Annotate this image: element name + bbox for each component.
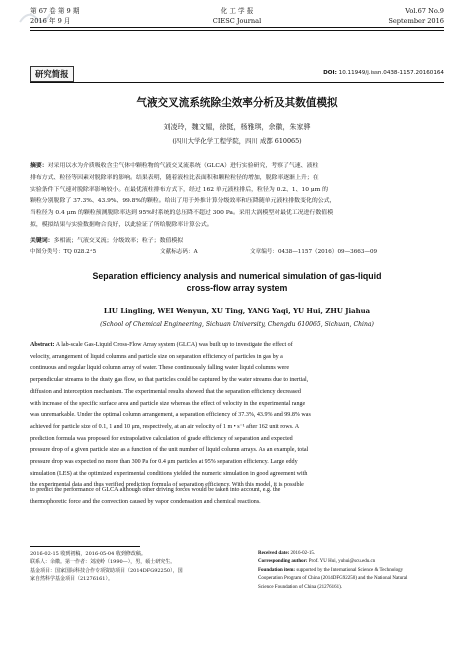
doi-value: 10.11949/j.issn.0438-1157.20160164: [338, 70, 444, 76]
authors-en: LIU Lingling, WEI Wenyun, XU Ting, YANG Yaqi, YU Hui, ZHU Jiahua: [103, 307, 371, 315]
abstract-en-line: with increase of the specific surface area and particle size whereas the effect of velocity in the experimental range: [30, 400, 306, 407]
foundation-label: Foundation item:: [258, 567, 296, 573]
abstract-cn-label: 摘要：: [30, 162, 48, 169]
abstract-cn-line: 颗粒分别脱除了 37.3%、43.9%、99.8%的颗粒。给出了用于外推计算分级效率和压降随单元液柱排数变化的公式，: [30, 198, 336, 205]
received-label: Received date:: [258, 551, 290, 556]
abstract-en-line: prediction formula was proposed for extrapolative calculation of grade efficiency of separation and expected: [30, 435, 293, 442]
received-value: 2016-02-15.: [289, 551, 316, 556]
header-center: [30, 6, 444, 26]
abstract-cn-line: 拟，模拟结果与实验数据吻合良好，以此验证了所给脱除率计算公式。: [30, 221, 213, 228]
corresponding-label: Corresponding author:: [258, 559, 308, 565]
abstract-cn-line: 实验条件下气速对脱除率影响较小。在最优液柱排布方式下，经过 162 单元液柱排后，粒径为 0.2、1、10 μm 的: [30, 186, 329, 193]
footnote-cn-line: 联系人：余徽。第一作者：刘凌岭（1990—），男，硕士研究生。: [30, 559, 176, 566]
abstract-en-line: A lab-scale Gas-Liquid Cross-Flow Array system (GLCA) was built up to investigate the effect of: [54, 342, 293, 348]
section-badge: 研究简报: [30, 66, 74, 82]
abstract-cn-line: 排布方式、粒径等因素对脱除率的影响。结果表明，随着液柱比表面积和颗粒粒径的增加，脱除率逐渐上升；在: [30, 174, 319, 181]
abstract-en-line: to predict the performance of GLCA although other driving forces would be taken into account, e.g. the: [30, 487, 281, 493]
abstract-en-line: pressure drop was expected no more than 300 Pa for 0.4 μm particles at 95% separation efficiency. Large eddy: [30, 459, 298, 466]
footnote-cn-line: 基金项目：国家国际科技合作专项资助项目（2014DFG92250），国: [30, 567, 183, 574]
header-journal-cn: 化 工 学 报: [220, 7, 254, 15]
header-date-en: September 2016: [388, 17, 444, 25]
article-number: 文章编号：0438—1157（2016）09—3663—09: [250, 249, 378, 255]
header-volume-cn: 第 67 卷 第 9 期: [30, 7, 80, 15]
abstract-en-tail: [30, 485, 444, 508]
abstract-en-line: pressure drop of a given particle size as a function of the unit number of liquid column arrays. As an example, total: [30, 447, 309, 454]
footnote-rule: [30, 546, 140, 547]
abstract-en-line: continuous and regular liquid column array of water. These continuously falling water liquid columns were: [30, 365, 289, 372]
abstract-en-line: the experimental data and thus verified prediction formula of separation efficiency. With this model, it is possible: [30, 482, 304, 489]
abstract-en-line: perpendicular streams to the dusty gas flow, so that particles could be captured by the water streams due to inertial,: [30, 377, 309, 384]
title-en-line1: Separation efficiency analysis and numerical simulation of gas-liquid: [92, 271, 382, 281]
doi-line: DOI: 10.11949/j.issn.0438-1157.20160164: [323, 70, 444, 76]
abstract-cn: [30, 160, 444, 232]
abstract-en-line: diffusion and interception mechanism. The experimental results showed that the separation efficiency decreased: [30, 388, 301, 395]
title-en: [50, 270, 424, 294]
header-rule-thin: [30, 30, 444, 31]
footnote-cn-line: 2016-02-15 收到初稿，2016-05-04 收到修改稿。: [30, 551, 146, 557]
footnote-cn-line: 家自然科学基金项目（21276161）。: [30, 576, 113, 583]
abstract-cn-line: 对采用以水为介质吸收含尘气体中颗粒物的气液交叉流系统（GLCA）进行实验研究，考察了气速、液柱: [47, 163, 319, 169]
foundation-line: Cooperation Program of China (2014DFG92250) and the National Natural: [258, 576, 408, 582]
header-journal-en: CIESC Journal: [212, 17, 262, 25]
keywords-cn-label: 关键词：: [30, 237, 54, 244]
abstract-cn-line: 当粒径为 0.4 μm 的颗粒预测脱除率达到 95%时系统的总压降不超过 300 Pa。采用大涡模型对最优工况进行数值模: [30, 210, 334, 217]
affiliation-en: (School of Chemical Engineering, Sichuan University, Chengdu 610065, Sichuan, China): [100, 321, 374, 328]
keywords-cn-text: 多相流；气液交叉流；分级效率；粒子；数值模拟: [53, 238, 184, 244]
doc-code: 文献标志码：A: [160, 249, 198, 255]
authors-cn: 刘凌玲，魏文韫，徐挺，杨雅琪，余徽，朱家骅: [163, 123, 311, 131]
header-rule: [30, 27, 444, 28]
journal-header: [30, 6, 444, 44]
abstract-en: [30, 340, 444, 492]
section-rule: [30, 82, 444, 83]
footnote-en: [258, 550, 448, 592]
foundation-value: supported by the International Science & Technology: [295, 567, 404, 573]
header-date-cn: 2016 年 9 月: [30, 17, 71, 25]
abstract-en-line: thermophoretic force and the convection caused by vapor condensation and chemical reactions.: [30, 498, 261, 505]
affiliation-cn: (四川大学化学工程学院，四川 成都 610065): [172, 137, 302, 145]
clc-number: 中图分类号：TQ 028.2⁺5: [30, 249, 97, 255]
abstract-en-line: simulation (LES) at the optimized experimental conditions yielded the numeric simulation in good agreement with: [30, 470, 308, 477]
footnote-cn: [30, 550, 230, 584]
abstract-en-line: was unremarkable. Under the optimal column arrangement, a separation efficiency of 37.3%, 43.9% and 99.8% was: [30, 412, 311, 419]
title-cn: 气液交叉流系统除尘效率分析及其数值模拟: [136, 97, 338, 109]
doi-label: DOI: [323, 70, 335, 76]
keywords-cn: [30, 236, 444, 246]
foundation-line: Science Foundation of China (21276161).: [258, 584, 343, 590]
header-volume-en: Vol.67 No.9: [405, 7, 444, 15]
abstract-en-label: Abstract:: [30, 342, 55, 348]
header-right: [388, 6, 444, 26]
abstract-en-line: achieved for particle size of 0.1, 1 and 10 μm, respectively, at an air velocity of 1 m • s⁻¹ after 162 unit rows. A: [30, 423, 300, 430]
abstract-en-line: velocity, arrangement of liquid columns and particle size on separation efficiency of particles in gas by a: [30, 353, 283, 360]
title-en-line2: cross-flow array system: [186, 283, 288, 293]
corresponding-value: Prof. YU Hui, yuhui@scu.edu.cn: [307, 559, 376, 565]
